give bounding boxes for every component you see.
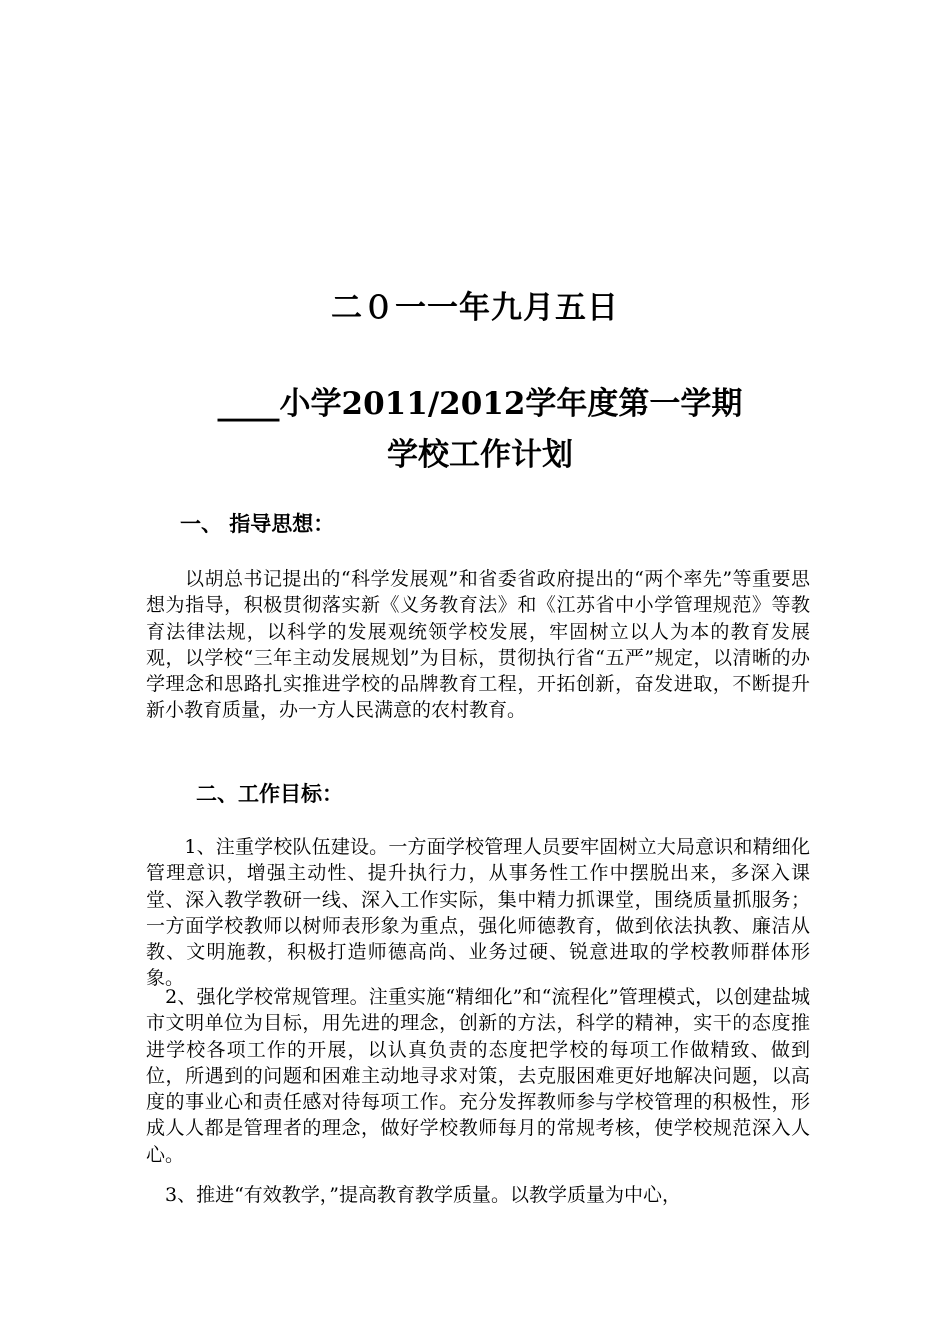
goal2-paragraph: 2、强化学校常规管理。注重实施“精细化”和“流程化”管理模式，以创建盐城市文明单位为目标，用先进的理念，创新的方法，科学的精神，实干的态度推进学校各项工作的开展，以认真负责的态度把学校的每项工作做精致、做到位，所遇到的问题和困难主动地寻求对策，去克服困难更好地解决问题，以高度的事业心和责任感对待每项工作。充分发挥教师参与学校管理的积极性，形成人人都是管理者的理念，做好学校教师每月的常规考核，使学校规范深入人心。	[146, 986, 810, 1166]
document-title-line1: ____小学2011/2012学年度第一学期	[217, 386, 743, 422]
document-title-line2: 学校工作计划	[387, 437, 573, 473]
goal1-paragraph: 1、注重学校队伍建设。一方面学校管理人员要牢固树立大局意识和精细化管理意识，增强主动性、提升执行力，从事务性工作中摆脱出来，多深入课堂、深入教学教研一线、深入工作实际，集中精力抓课堂，围绕质量抓服务；一方面学校教师以树师表形象为重点，强化师德教育，做到依法执教、廉洁从教、文明施教，积极打造师德高尚、业务过硬、锐意进取的学校教师群体形象。	[146, 836, 810, 990]
section1-paragraph: 以胡总书记提出的“科学发展观”和省委省政府提出的“两个率先”等重要思想为指导，积极贯彻落实新《义务教育法》和《江苏省中小学管理规范》等教育法律法规，以科学的发展观统领学校发展，牢固树立以人为本的教育发展观，以学校“三年主动发展规划”为目标，贯彻执行省“五严”规定，以清晰的办学理念和思路扎实推进学校的品牌教育工程，开拓创新，奋发进取，不断提升新小教育质量，办一方人民满意的农村教育。	[146, 568, 810, 722]
section2-heading: 二、工作目标：	[196, 782, 343, 806]
section1-heading: 一、 指导思想：	[180, 512, 335, 536]
document-date: 二０一一年九月五日	[331, 290, 619, 326]
goal3-paragraph: 3、推进“有效教学，”提高教育教学质量。以教学质量为中心，	[146, 1184, 682, 1206]
